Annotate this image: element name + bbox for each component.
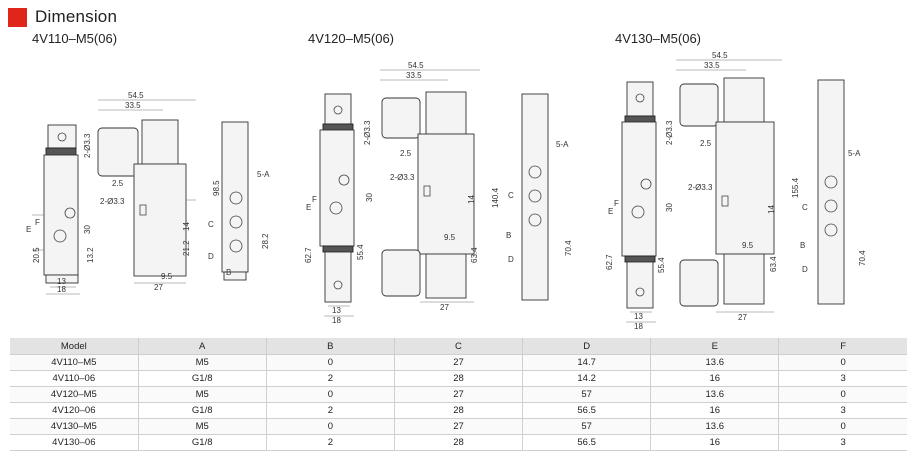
col-header-a: A bbox=[138, 338, 266, 355]
cell-model: 4V110–06 bbox=[10, 371, 138, 387]
col-header-e: E bbox=[651, 338, 779, 355]
dim-18: 18 bbox=[332, 316, 341, 325]
cell-c: 28 bbox=[394, 403, 522, 419]
dim-2-3-3-side: 2-Ø3.3 bbox=[83, 133, 92, 158]
dim-63-4: 63.4 bbox=[769, 256, 778, 272]
label-c: C bbox=[208, 220, 214, 229]
cell-e: 16 bbox=[651, 435, 779, 451]
cell-d: 57 bbox=[523, 387, 651, 403]
table-header-row bbox=[10, 338, 907, 355]
col-header-d: D bbox=[523, 338, 651, 355]
dim-2-phi-3-3: 2-Ø3.3 bbox=[390, 173, 415, 182]
drawing-4v130 bbox=[605, 51, 867, 331]
model-label-4v120: 4V120–M5(06) bbox=[308, 31, 394, 46]
cell-d: 14.7 bbox=[523, 355, 651, 371]
cell-c: 27 bbox=[394, 419, 522, 435]
table-row bbox=[10, 419, 907, 435]
table-row bbox=[10, 435, 907, 451]
cell-c: 28 bbox=[394, 371, 522, 387]
cell-model: 4V130–06 bbox=[10, 435, 138, 451]
dim-2-3-3-side: 2-Ø3.3 bbox=[665, 120, 674, 145]
dim-2-phi-3-3: 2-Ø3.3 bbox=[688, 183, 713, 192]
dim-13: 13 bbox=[57, 277, 66, 286]
dim-13: 13 bbox=[332, 306, 341, 315]
col-header-b: B bbox=[266, 338, 394, 355]
cell-c: 28 bbox=[394, 435, 522, 451]
cell-d: 57 bbox=[523, 419, 651, 435]
cell-d: 56.5 bbox=[523, 403, 651, 419]
dim-30: 30 bbox=[83, 225, 92, 234]
dim-13-2: 13.2 bbox=[86, 247, 95, 263]
dim-62-7: 62.7 bbox=[304, 247, 313, 263]
label-b: B bbox=[226, 268, 232, 277]
cell-a: G1/8 bbox=[138, 403, 266, 419]
dim-9-5: 9.5 bbox=[742, 241, 754, 250]
cell-f: 3 bbox=[779, 435, 907, 451]
label-f: F bbox=[35, 218, 40, 227]
col-header-c: C bbox=[394, 338, 522, 355]
cell-e: 16 bbox=[651, 371, 779, 387]
cell-e: 13.6 bbox=[651, 419, 779, 435]
label-e: E bbox=[306, 203, 312, 212]
label-b: B bbox=[800, 241, 806, 250]
dim-20-5: 20.5 bbox=[32, 247, 41, 263]
label-c: C bbox=[508, 191, 514, 200]
cell-a: M5 bbox=[138, 387, 266, 403]
dim-18: 18 bbox=[57, 285, 66, 294]
dim-54-5: 54.5 bbox=[128, 91, 144, 100]
dim-5-a: 5-A bbox=[257, 170, 270, 179]
label-c: C bbox=[802, 203, 808, 212]
cell-a: M5 bbox=[138, 355, 266, 371]
label-d: D bbox=[802, 265, 808, 274]
drawing-4v120 bbox=[304, 61, 573, 325]
cell-e: 16 bbox=[651, 403, 779, 419]
model-label-4v110: 4V110–M5(06) bbox=[32, 31, 118, 46]
label-f: F bbox=[614, 199, 619, 208]
label-b: B bbox=[506, 231, 512, 240]
dim-63-4: 63.4 bbox=[470, 247, 479, 263]
dim-21-2: 21.2 bbox=[182, 240, 191, 256]
table-row bbox=[10, 403, 907, 419]
cell-d: 56.5 bbox=[523, 435, 651, 451]
cell-b: 2 bbox=[266, 435, 394, 451]
dim-9-5: 9.5 bbox=[161, 272, 173, 281]
cell-b: 2 bbox=[266, 371, 394, 387]
dim-14: 14 bbox=[467, 195, 476, 204]
dim-28-2: 28.2 bbox=[261, 233, 270, 249]
dim-9-5: 9.5 bbox=[444, 233, 456, 242]
cell-b: 2 bbox=[266, 403, 394, 419]
col-header-f: F bbox=[779, 338, 907, 355]
spec-table-wrapper bbox=[10, 338, 907, 451]
cell-model: 4V120–06 bbox=[10, 403, 138, 419]
cell-e: 13.6 bbox=[651, 355, 779, 371]
cell-e: 13.6 bbox=[651, 387, 779, 403]
cell-f: 3 bbox=[779, 371, 907, 387]
cell-model: 4V130–M5 bbox=[10, 419, 138, 435]
label-d: D bbox=[208, 252, 214, 261]
dim-14: 14 bbox=[767, 205, 776, 214]
dim-33-5: 33.5 bbox=[125, 101, 141, 110]
cell-f: 3 bbox=[779, 403, 907, 419]
label-f: F bbox=[312, 195, 317, 204]
section-title: Dimension bbox=[35, 7, 118, 26]
dim-55-4: 55.4 bbox=[356, 244, 365, 260]
cell-c: 27 bbox=[394, 387, 522, 403]
dim-2-5: 2.5 bbox=[700, 139, 712, 148]
dim-14: 14 bbox=[182, 222, 191, 231]
dim-30: 30 bbox=[365, 193, 374, 202]
cell-b: 0 bbox=[266, 419, 394, 435]
label-d: D bbox=[508, 255, 514, 264]
table-row bbox=[10, 355, 907, 371]
cell-f: 0 bbox=[779, 419, 907, 435]
cell-b: 0 bbox=[266, 355, 394, 371]
dim-140-4: 140.4 bbox=[491, 187, 500, 208]
label-e: E bbox=[608, 207, 614, 216]
cell-d: 14.2 bbox=[523, 371, 651, 387]
cell-model: 4V110–M5 bbox=[10, 355, 138, 371]
cell-f: 0 bbox=[779, 355, 907, 371]
dim-2-5: 2.5 bbox=[112, 179, 124, 188]
cell-c: 27 bbox=[394, 355, 522, 371]
dim-62-7: 62.7 bbox=[605, 254, 614, 270]
drawing-4v110 bbox=[26, 91, 270, 294]
label-e: E bbox=[26, 225, 32, 234]
col-header-model: Model bbox=[10, 338, 138, 355]
spec-table bbox=[10, 338, 907, 451]
dim-2-5: 2.5 bbox=[400, 149, 412, 158]
dim-54-5: 54.5 bbox=[712, 51, 728, 60]
cell-f: 0 bbox=[779, 387, 907, 403]
table-row bbox=[10, 371, 907, 387]
table-row bbox=[10, 387, 907, 403]
cell-a: M5 bbox=[138, 419, 266, 435]
cell-b: 0 bbox=[266, 387, 394, 403]
dim-55-4: 55.4 bbox=[657, 257, 666, 273]
dim-2-3-3-side: 2-Ø3.3 bbox=[363, 120, 372, 145]
dim-155-4: 155.4 bbox=[791, 177, 800, 198]
dim-70-4: 70.4 bbox=[564, 240, 573, 256]
dim-30: 30 bbox=[665, 203, 674, 212]
dim-27: 27 bbox=[154, 283, 163, 292]
dim-98-5: 98.5 bbox=[212, 180, 221, 196]
cell-model: 4V120–M5 bbox=[10, 387, 138, 403]
dim-27: 27 bbox=[440, 303, 449, 312]
model-label-4v130: 4V130–M5(06) bbox=[615, 31, 701, 46]
dim-33-5: 33.5 bbox=[704, 61, 720, 70]
dim-54-5: 54.5 bbox=[408, 61, 424, 70]
dim-27: 27 bbox=[738, 313, 747, 322]
dim-18: 18 bbox=[634, 322, 643, 331]
dim-13: 13 bbox=[634, 312, 643, 321]
dim-5-a: 5-A bbox=[556, 140, 569, 149]
cell-a: G1/8 bbox=[138, 435, 266, 451]
dim-5-a: 5-A bbox=[848, 149, 861, 158]
dim-33-5: 33.5 bbox=[406, 71, 422, 80]
cell-a: G1/8 bbox=[138, 371, 266, 387]
dim-2-phi-3-3: 2-Ø3.3 bbox=[100, 197, 125, 206]
dim-70-4: 70.4 bbox=[858, 250, 867, 266]
